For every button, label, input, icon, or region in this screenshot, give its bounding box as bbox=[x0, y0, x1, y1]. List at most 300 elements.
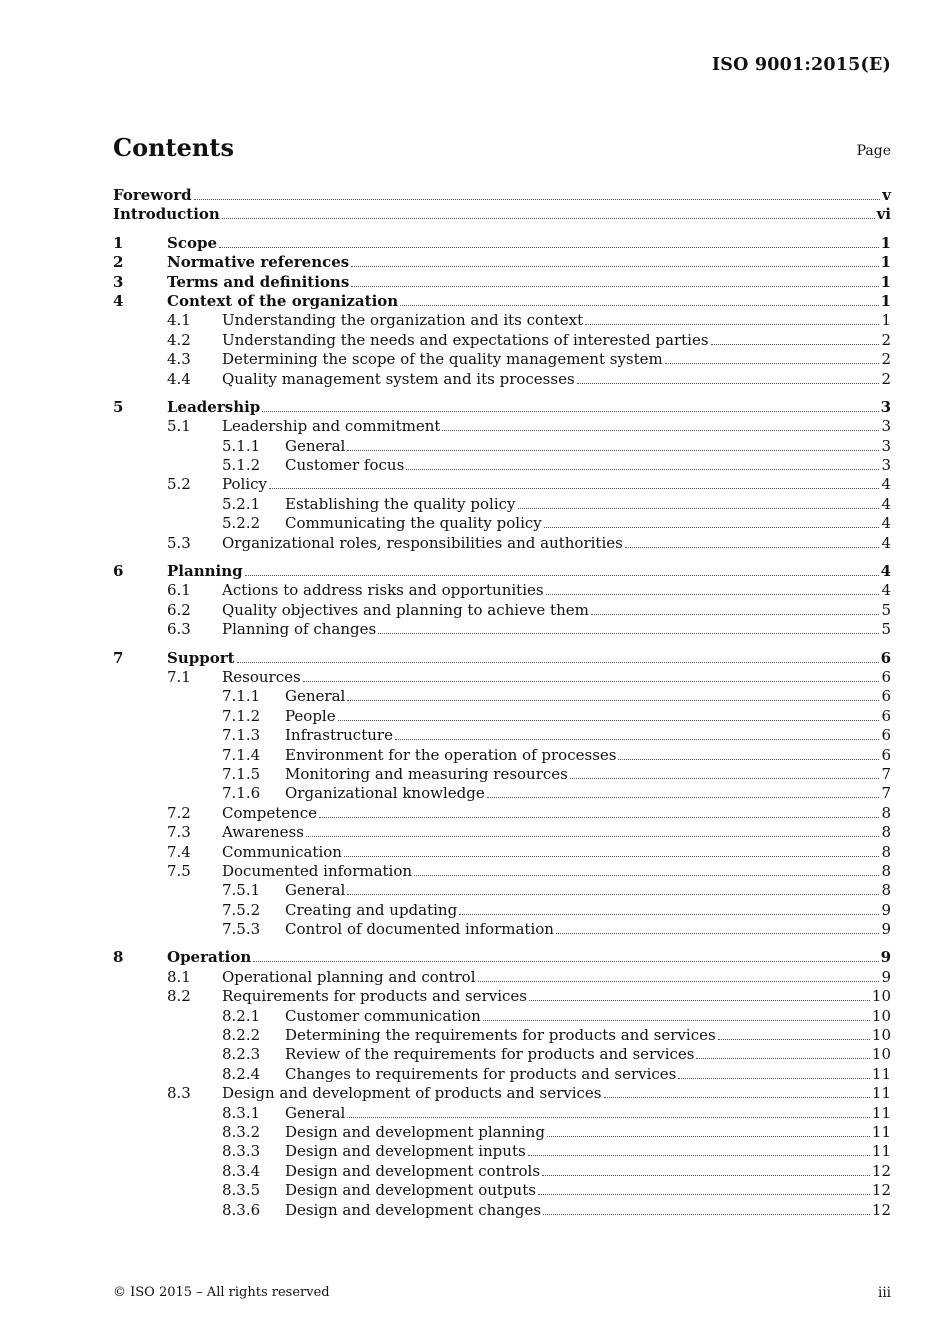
toc-entry-title: Communicating the quality policy bbox=[285, 514, 542, 533]
toc-entry-number: 6 bbox=[113, 562, 124, 581]
toc-entry[interactable] bbox=[113, 350, 891, 369]
toc-entry-title: Quality management system and its processes bbox=[222, 369, 575, 388]
toc-entry-title: Policy bbox=[222, 475, 267, 494]
toc-entry-line bbox=[222, 823, 891, 842]
toc-entry-page: 11 bbox=[871, 1064, 891, 1083]
toc-entry-title: Design and development changes bbox=[285, 1200, 542, 1219]
toc-entry-page: 12 bbox=[871, 1181, 891, 1200]
toc-entry[interactable] bbox=[113, 292, 891, 311]
toc-entry[interactable] bbox=[113, 1181, 891, 1200]
dot-leader bbox=[347, 1104, 870, 1118]
toc-entry-line bbox=[113, 186, 891, 205]
dot-leader bbox=[542, 1162, 870, 1176]
toc-entry-title: Planning of changes bbox=[222, 620, 377, 639]
toc-entry-title: Customer focus bbox=[285, 456, 405, 475]
toc-entry-title: Introduction bbox=[113, 205, 220, 224]
toc-entry[interactable] bbox=[113, 987, 891, 1006]
toc-entry-line bbox=[222, 331, 891, 350]
toc-entry-title: Customer communication bbox=[285, 1006, 481, 1025]
toc-entry-page: 3 bbox=[881, 436, 891, 455]
dot-leader bbox=[378, 620, 879, 634]
toc-entry-title: Operational planning and control bbox=[222, 967, 476, 986]
toc-entry-number: 8.2.1 bbox=[222, 1006, 261, 1025]
toc-entry-number: 6.2 bbox=[167, 600, 191, 619]
dot-leader bbox=[570, 765, 880, 779]
toc-entry-number: 8.3 bbox=[167, 1084, 191, 1103]
toc-entry-page: 1 bbox=[880, 233, 891, 252]
toc-entry-line bbox=[285, 687, 891, 706]
toc-entry-number: 7.1.5 bbox=[222, 764, 261, 783]
toc-entry-number: 7.1 bbox=[167, 667, 191, 686]
toc-entry-number: 8.3.5 bbox=[222, 1181, 261, 1200]
toc-entry[interactable] bbox=[113, 1026, 891, 1045]
toc-entry[interactable] bbox=[113, 1201, 891, 1220]
toc-entry-number: 5.1 bbox=[167, 417, 191, 436]
toc-entry-line bbox=[285, 784, 891, 803]
toc-entry-number: 4.2 bbox=[167, 330, 191, 349]
toc-entry[interactable] bbox=[113, 784, 891, 803]
dot-leader bbox=[303, 668, 880, 682]
toc-entry-page: 4 bbox=[880, 562, 891, 581]
toc-entry-line bbox=[222, 668, 891, 687]
toc-entry-line bbox=[222, 311, 891, 330]
toc-entry[interactable] bbox=[113, 437, 891, 456]
toc-entry-line bbox=[222, 370, 891, 389]
toc-entry-title: Scope bbox=[167, 233, 218, 252]
dot-leader bbox=[406, 456, 879, 470]
toc-entry-number: 8.3.2 bbox=[222, 1122, 261, 1141]
dot-leader bbox=[347, 437, 879, 451]
toc-entry[interactable] bbox=[113, 804, 891, 823]
toc-entry-title: Awareness bbox=[222, 823, 304, 842]
dot-leader bbox=[319, 804, 879, 818]
toc-entry-line bbox=[285, 437, 891, 456]
dot-leader bbox=[591, 601, 880, 615]
toc-entry[interactable] bbox=[113, 273, 891, 292]
toc-entry-page: v bbox=[882, 186, 891, 204]
dot-leader bbox=[528, 1142, 870, 1156]
toc-entry-page: 1 bbox=[881, 311, 891, 330]
toc-entry-title: Review of the requirements for products and services bbox=[285, 1045, 695, 1064]
toc-entry-line bbox=[285, 1201, 891, 1220]
toc-entry-page: 11 bbox=[871, 1084, 891, 1103]
dot-leader bbox=[604, 1084, 870, 1098]
toc-entry-number: 7.1.4 bbox=[222, 745, 261, 764]
toc-entry-number: 4.1 bbox=[167, 311, 191, 330]
dot-leader bbox=[442, 417, 879, 431]
toc-entry[interactable] bbox=[113, 601, 891, 620]
toc-entry[interactable] bbox=[113, 726, 891, 745]
toc-entry[interactable] bbox=[113, 398, 891, 417]
toc-entry-page: 11 bbox=[871, 1103, 891, 1122]
dot-leader bbox=[483, 1007, 870, 1021]
toc-entry-line bbox=[222, 987, 891, 1006]
toc-entry-line bbox=[222, 581, 891, 600]
toc-entry[interactable] bbox=[113, 948, 891, 967]
toc-entry[interactable] bbox=[113, 186, 891, 205]
toc-entry-line bbox=[285, 920, 891, 939]
toc-entry-title: Leadership and commitment bbox=[222, 417, 441, 436]
toc-entry[interactable] bbox=[113, 765, 891, 784]
toc-entry[interactable] bbox=[113, 495, 891, 514]
toc-entry-line bbox=[285, 1123, 891, 1142]
toc-entry-line bbox=[167, 649, 891, 668]
toc-entry[interactable] bbox=[113, 1162, 891, 1181]
dot-leader bbox=[696, 1045, 869, 1059]
toc-entry-page: 4 bbox=[881, 581, 891, 600]
toc-entry-page: 1 bbox=[880, 253, 891, 272]
document-reference: ISO 9001:2015(E) bbox=[711, 55, 891, 75]
toc-entry[interactable] bbox=[113, 707, 891, 726]
toc-entry-number: 7.1.6 bbox=[222, 784, 261, 803]
toc-entry-number: 7.5.2 bbox=[222, 900, 261, 919]
dot-leader bbox=[269, 475, 879, 489]
toc-entry-line bbox=[285, 1142, 891, 1161]
toc-entry-title: Control of documented information bbox=[285, 920, 554, 939]
toc-entry[interactable] bbox=[113, 562, 891, 581]
toc-entry-title: Communication bbox=[222, 842, 342, 861]
dot-leader bbox=[518, 495, 880, 509]
toc-entry[interactable] bbox=[113, 234, 891, 253]
toc-entry-number: 7.4 bbox=[167, 842, 191, 861]
toc-entry-number: 7.2 bbox=[167, 803, 191, 822]
toc-entry-title: Requirements for products and services bbox=[222, 987, 527, 1006]
toc-entry-number: 5.3 bbox=[167, 533, 191, 552]
toc-entry-number: 7.5 bbox=[167, 861, 191, 880]
toc-entry-page: 12 bbox=[871, 1161, 891, 1180]
toc-entry[interactable] bbox=[113, 668, 891, 687]
toc-entry-title: General bbox=[285, 687, 346, 706]
toc-entry-title: People bbox=[285, 706, 336, 725]
toc-entry-page: 7 bbox=[881, 784, 891, 803]
toc-entry-title: Changes to requirements for products and services bbox=[285, 1064, 677, 1083]
toc-entry-number: 5.1.1 bbox=[222, 436, 261, 455]
toc-entry[interactable] bbox=[113, 1142, 891, 1161]
dot-leader bbox=[547, 1123, 870, 1137]
toc-entry-number: 4.3 bbox=[167, 350, 191, 369]
dot-leader bbox=[538, 1181, 870, 1195]
toc-entry-page: 3 bbox=[880, 397, 891, 416]
toc-entry-page: 2 bbox=[881, 350, 891, 369]
dot-leader bbox=[487, 784, 880, 798]
dot-leader bbox=[478, 968, 880, 982]
toc-entry-number: 7.1.3 bbox=[222, 726, 261, 745]
toc-entry-page: 5 bbox=[881, 600, 891, 619]
toc-entry-page: 10 bbox=[871, 1026, 891, 1045]
toc-entry[interactable] bbox=[113, 1007, 891, 1026]
dot-leader bbox=[711, 331, 880, 345]
toc-entry-page: 1 bbox=[880, 272, 891, 291]
toc-entry-page: 8 bbox=[881, 842, 891, 861]
toc-entry-number: 7 bbox=[113, 648, 124, 667]
dot-leader bbox=[618, 746, 879, 760]
toc-entry-title: General bbox=[285, 1103, 346, 1122]
toc-entry-page: 11 bbox=[871, 1122, 891, 1141]
dot-leader bbox=[347, 687, 879, 701]
toc-entry[interactable] bbox=[113, 620, 891, 639]
toc-entry[interactable] bbox=[113, 475, 891, 494]
toc-entry-line bbox=[222, 350, 891, 369]
toc-entry-page: 4 bbox=[881, 514, 891, 533]
table-of-contents bbox=[113, 186, 891, 1220]
dot-leader bbox=[351, 273, 878, 287]
toc-entry-line bbox=[285, 726, 891, 745]
dot-leader bbox=[351, 253, 878, 267]
toc-entry-line bbox=[167, 562, 891, 581]
toc-entry-line bbox=[167, 273, 891, 292]
toc-entry-title: Design and development planning bbox=[285, 1122, 545, 1141]
toc-entry-page: 6 bbox=[881, 687, 891, 706]
dot-leader bbox=[400, 292, 878, 306]
toc-entry-line bbox=[285, 1181, 891, 1200]
toc-entry-title: Foreword bbox=[113, 186, 192, 204]
toc-entry-line bbox=[222, 968, 891, 987]
dot-leader bbox=[245, 562, 879, 576]
toc-entry-number: 7.1.1 bbox=[222, 687, 261, 706]
toc-entry-line bbox=[222, 1084, 891, 1103]
toc-entry-title: Creating and updating bbox=[285, 900, 458, 919]
toc-entry[interactable] bbox=[113, 1084, 891, 1103]
dot-leader bbox=[219, 234, 879, 248]
toc-entry-page: 9 bbox=[881, 900, 891, 919]
toc-entry-title: Establishing the quality policy bbox=[285, 494, 516, 513]
toc-entry[interactable] bbox=[113, 253, 891, 272]
toc-entry-page: 9 bbox=[880, 948, 891, 967]
toc-entry[interactable] bbox=[113, 901, 891, 920]
toc-entry-title: Infrastructure bbox=[285, 726, 393, 745]
toc-entry[interactable] bbox=[113, 1045, 891, 1064]
toc-entry-title: Actions to address risks and opportunities bbox=[222, 581, 544, 600]
toc-entry-title: Normative references bbox=[167, 253, 350, 272]
toc-entry-title: Organizational knowledge bbox=[285, 784, 485, 803]
toc-entry-page: 5 bbox=[881, 620, 891, 639]
toc-entry-line bbox=[285, 1104, 891, 1123]
toc-entry-title: Monitoring and measuring resources bbox=[285, 764, 568, 783]
dot-leader bbox=[237, 649, 879, 663]
toc-entry-number: 8.3.4 bbox=[222, 1161, 261, 1180]
toc-entry-line bbox=[285, 1026, 891, 1045]
toc-entry-number: 8.2.3 bbox=[222, 1045, 261, 1064]
dot-leader bbox=[544, 514, 880, 528]
dot-leader bbox=[665, 350, 880, 364]
toc-entry-page: 10 bbox=[871, 987, 891, 1006]
toc-entry-number: 6.3 bbox=[167, 620, 191, 639]
page-column-label: Page bbox=[856, 143, 891, 159]
toc-entry-number: 5.2.2 bbox=[222, 514, 261, 533]
toc-entry[interactable] bbox=[113, 1123, 891, 1142]
toc-entry-title: Design and development controls bbox=[285, 1161, 541, 1180]
toc-entry-page: 2 bbox=[881, 369, 891, 388]
toc-entry-number: 8.1 bbox=[167, 967, 191, 986]
toc-entry-line bbox=[285, 901, 891, 920]
dot-leader bbox=[678, 1065, 870, 1079]
toc-entry-line bbox=[222, 417, 891, 436]
toc-entry-line bbox=[222, 601, 891, 620]
toc-entry-number: 8.2 bbox=[167, 987, 191, 1006]
toc-entry[interactable] bbox=[113, 514, 891, 533]
toc-entry-line bbox=[222, 534, 891, 553]
dot-leader bbox=[344, 843, 880, 857]
dot-leader bbox=[625, 534, 880, 548]
toc-entry-page: 9 bbox=[881, 920, 891, 939]
toc-entry[interactable] bbox=[113, 746, 891, 765]
toc-entry[interactable] bbox=[113, 311, 891, 330]
toc-entry-number: 7.1.2 bbox=[222, 706, 261, 725]
toc-entry-title: Design and development of products and services bbox=[222, 1084, 602, 1103]
toc-entry-title: Documented information bbox=[222, 861, 413, 880]
toc-entry-line bbox=[167, 948, 891, 967]
toc-entry[interactable] bbox=[113, 920, 891, 939]
dot-leader bbox=[306, 823, 880, 837]
dot-leader bbox=[585, 311, 879, 325]
toc-entry-line bbox=[285, 765, 891, 784]
toc-entry-line bbox=[285, 1007, 891, 1026]
toc-entry-number: 7.5.1 bbox=[222, 881, 261, 900]
dot-leader bbox=[543, 1201, 870, 1215]
dot-leader bbox=[253, 948, 878, 962]
toc-entry-page: 1 bbox=[880, 291, 891, 310]
toc-entry-page: 2 bbox=[881, 330, 891, 349]
toc-entry-line bbox=[285, 881, 891, 900]
toc-entry-number: 8.3.1 bbox=[222, 1103, 261, 1122]
contents-heading: Contents bbox=[113, 133, 234, 162]
toc-entry[interactable] bbox=[113, 1065, 891, 1084]
toc-entry-line bbox=[285, 746, 891, 765]
toc-entry-title: Terms and definitions bbox=[167, 272, 350, 291]
toc-entry-page: 10 bbox=[871, 1045, 891, 1064]
toc-entry-title: General bbox=[285, 881, 346, 900]
toc-entry-number: 6.1 bbox=[167, 581, 191, 600]
toc-entry[interactable] bbox=[113, 331, 891, 350]
toc-entry-line bbox=[222, 804, 891, 823]
toc-entry-line bbox=[285, 1065, 891, 1084]
dot-leader bbox=[718, 1026, 870, 1040]
toc-entry-page: 8 bbox=[881, 861, 891, 880]
toc-entry-line bbox=[285, 1162, 891, 1181]
toc-entry-line bbox=[167, 398, 891, 417]
toc-entry-page: 6 bbox=[881, 726, 891, 745]
toc-entry-title: Leadership bbox=[167, 397, 261, 416]
toc-entry-number: 8.3.6 bbox=[222, 1200, 261, 1219]
toc-entry-page: 9 bbox=[881, 967, 891, 986]
toc-entry-title: Determining the scope of the quality management system bbox=[222, 350, 663, 369]
toc-entry-page: 6 bbox=[881, 745, 891, 764]
toc-entry[interactable] bbox=[113, 534, 891, 553]
toc-entry[interactable] bbox=[113, 843, 891, 862]
toc-entry-title: Determining the requirements for products and services bbox=[285, 1026, 716, 1045]
toc-entry[interactable] bbox=[113, 881, 891, 900]
toc-entry-title: General bbox=[285, 436, 346, 455]
footer-copyright: © ISO 2015 – All rights reserved bbox=[113, 1285, 330, 1300]
toc-entry-title: Operation bbox=[167, 948, 252, 967]
toc-entry-title: Support bbox=[167, 648, 235, 667]
toc-entry-number: 7.3 bbox=[167, 823, 191, 842]
toc-entry-number: 5.2.1 bbox=[222, 494, 261, 513]
toc-entry[interactable] bbox=[113, 968, 891, 987]
toc-entry-page: 11 bbox=[871, 1142, 891, 1161]
toc-entry[interactable] bbox=[113, 649, 891, 668]
toc-entry-number: 5.2 bbox=[167, 475, 191, 494]
toc-entry-number: 5.1.2 bbox=[222, 456, 261, 475]
dot-leader bbox=[556, 920, 880, 934]
toc-entry-line bbox=[222, 843, 891, 862]
toc-entry-title: Organizational roles, responsibilities and authorities bbox=[222, 533, 623, 552]
toc-entry-page: 4 bbox=[881, 494, 891, 513]
dot-leader bbox=[222, 205, 875, 219]
toc-entry-number: 8 bbox=[113, 948, 124, 967]
toc-entry-page: 7 bbox=[881, 764, 891, 783]
dot-leader bbox=[262, 398, 878, 412]
toc-entry-line bbox=[222, 862, 891, 881]
toc-entry[interactable] bbox=[113, 862, 891, 881]
toc-entry[interactable] bbox=[113, 456, 891, 475]
toc-entry-page: 8 bbox=[881, 803, 891, 822]
toc-entry-number: 8.3.3 bbox=[222, 1142, 261, 1161]
dot-leader bbox=[194, 186, 881, 200]
toc-entry-title: Planning bbox=[167, 562, 243, 581]
toc-entry-page: 4 bbox=[881, 475, 891, 494]
toc-entry-line bbox=[167, 234, 891, 253]
toc-entry-line bbox=[113, 205, 891, 224]
dot-leader bbox=[577, 370, 880, 384]
dot-leader bbox=[414, 862, 879, 876]
toc-entry-line bbox=[167, 292, 891, 311]
toc-entry-page: 8 bbox=[881, 881, 891, 900]
toc-entry-number: 5 bbox=[113, 397, 124, 416]
dot-leader bbox=[529, 987, 870, 1001]
toc-entry-page: 6 bbox=[880, 648, 891, 667]
toc-entry-title: Environment for the operation of processes bbox=[285, 745, 617, 764]
dot-leader bbox=[347, 881, 879, 895]
toc-entry[interactable] bbox=[113, 205, 891, 224]
toc-entry-page: 12 bbox=[871, 1200, 891, 1219]
dot-leader bbox=[338, 707, 880, 721]
toc-entry-line bbox=[285, 1045, 891, 1064]
toc-entry[interactable] bbox=[113, 823, 891, 842]
toc-entry-number: 3 bbox=[113, 272, 124, 291]
toc-entry-line bbox=[285, 456, 891, 475]
toc-entry-page: 3 bbox=[881, 417, 891, 436]
toc-entry-line bbox=[285, 495, 891, 514]
toc-entry-number: 8.2.4 bbox=[222, 1064, 261, 1083]
toc-entry-page: 3 bbox=[881, 456, 891, 475]
toc-entry-title: Quality objectives and planning to achieve them bbox=[222, 600, 589, 619]
toc-entry-page: 4 bbox=[881, 533, 891, 552]
toc-entry[interactable] bbox=[113, 417, 891, 436]
toc-entry-title: Understanding the needs and expectations of interested parties bbox=[222, 330, 709, 349]
toc-entry-page: 6 bbox=[881, 706, 891, 725]
toc-entry[interactable] bbox=[113, 370, 891, 389]
toc-entry-page: 10 bbox=[871, 1006, 891, 1025]
toc-entry-title: Design and development inputs bbox=[285, 1142, 526, 1161]
toc-entry-number: 2 bbox=[113, 253, 124, 272]
toc-entry-number: 4.4 bbox=[167, 369, 191, 388]
dot-leader bbox=[459, 901, 879, 915]
toc-entry-title: Context of the organization bbox=[167, 291, 399, 310]
toc-entry-number: 8.2.2 bbox=[222, 1026, 261, 1045]
toc-entry-line bbox=[167, 253, 891, 272]
toc-entry[interactable] bbox=[113, 581, 891, 600]
toc-entry-number: 4 bbox=[113, 291, 124, 310]
footer-page-number: iii bbox=[878, 1285, 891, 1301]
toc-entry[interactable] bbox=[113, 687, 891, 706]
toc-entry[interactable] bbox=[113, 1104, 891, 1123]
dot-leader bbox=[395, 726, 880, 740]
toc-entry-page: vi bbox=[876, 205, 891, 224]
toc-entry-number: 7.5.3 bbox=[222, 920, 261, 939]
toc-entry-title: Understanding the organization and its context bbox=[222, 311, 584, 330]
toc-entry-line bbox=[285, 707, 891, 726]
